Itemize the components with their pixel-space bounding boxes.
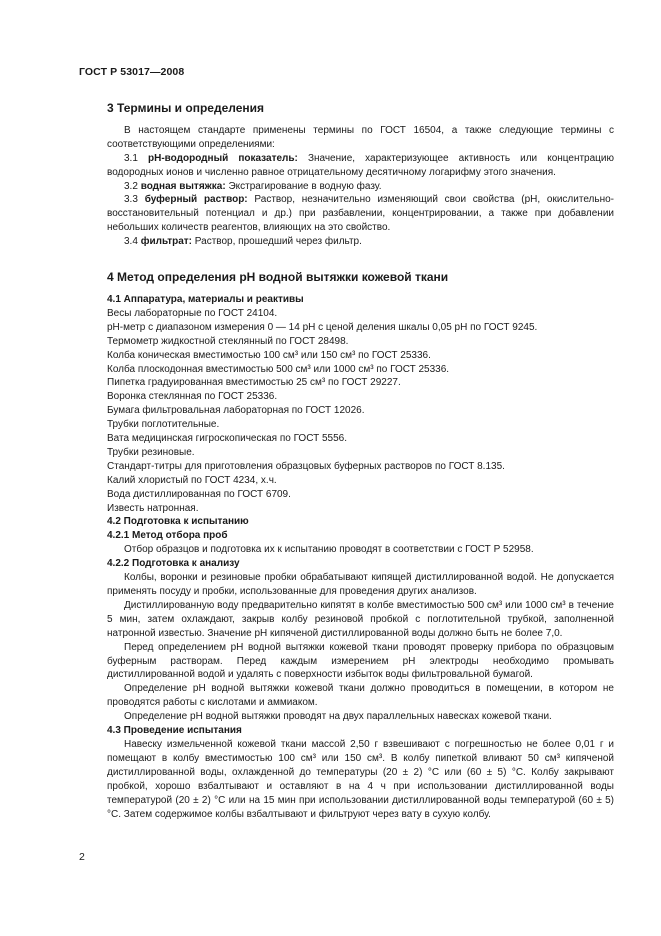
section-4-2-2-paragraphs (107, 571, 614, 724)
term-number: 3.3 (124, 194, 138, 206)
term-definition: Раствор, прошедший через фильтр. (194, 236, 362, 248)
term-item (107, 152, 614, 180)
term-item (107, 180, 614, 194)
section-4-2-1-title: 4.2.1 Метод отбора проб (107, 530, 228, 542)
term-definition: Раствор, незначительно изменяющий свои свойства (рН, окислительно-восстановительный потенциал и др.) при разбавлении, концентрировании, а также при добавлении небольших количеств реагентов, влияющих на это свойство. (107, 194, 615, 234)
equipment-item: Трубки резиновые. (107, 446, 195, 458)
equipment-item: Пипетка градуированная вместимостью 25 см³ по ГОСТ 29227. (107, 377, 401, 389)
term-name: рН-водородный показатель: (147, 152, 298, 164)
equipment-item: Колба плоскодонная вместимостью 500 см³ или 1000 см³ по ГОСТ 25336. (107, 363, 450, 375)
equipment-list (107, 307, 614, 516)
equipment-item: Бумага фильтровальная лабораторная по ГОСТ 12026. (107, 405, 365, 417)
equipment-item: Колба коническая вместимостью 100 см³ или 150 см³ по ГОСТ 25336. (107, 349, 431, 361)
term-name: фильтрат: (140, 236, 193, 248)
term-item (107, 235, 614, 249)
equipment-item: Калий хлористый по ГОСТ 4234, х.ч. (107, 474, 277, 486)
term-name: буферный раствор: (144, 194, 248, 206)
equipment-item: Весы лабораторные по ГОСТ 24104. (107, 307, 278, 319)
section-4-2-2-title: 4.2.2 Подготовка к анализу (107, 558, 240, 570)
page-number: 2 (79, 851, 85, 863)
section-3-intro: В настоящем стандарте применены термины по ГОСТ 16504, а также следующие термины с соответствующими определениями: (107, 124, 614, 150)
paragraph: Определение рН водной вытяжки кожевой ткани должно проводиться в помещении, в котором не проводятся работы с кислотами и аммиаком. (107, 683, 614, 709)
paragraph: Перед определением рН водной вытяжки кожевой ткани проводят проверку прибора по образцовым буферным растворам. Перед каждым измерением рН электроды необходимо промывать дистиллированной водой и удалять с поверхности избыток воды фильтровальной бумагой. (107, 641, 614, 681)
document-body (107, 92, 614, 821)
equipment-item: Стандарт-титры для приготовления образцовых буферных растворов по ГОСТ 8.135. (107, 460, 505, 472)
equipment-item: Вода дистиллированная по ГОСТ 6709. (107, 488, 291, 500)
term-item (107, 193, 614, 235)
section-4-3-title: 4.3 Проведение испытания (107, 725, 242, 737)
term-name: водная вытяжка: (140, 180, 226, 192)
equipment-item: Вата медицинская гигроскопическая по ГОСТ 5556. (107, 433, 348, 445)
section-4-1-title: 4.1 Аппаратура, материалы и реактивы (107, 293, 304, 305)
term-number: 3.4 (124, 236, 138, 248)
term-number: 3.1 (124, 152, 138, 164)
term-number: 3.2 (124, 180, 138, 192)
equipment-item: Термометр жидкостной стеклянный по ГОСТ 28498. (107, 335, 349, 347)
equipment-item: Известь натронная. (107, 502, 199, 514)
equipment-item: рН-метр с диапазоном измерения 0 — 14 рН с ценой деления шкалы 0,05 рН по ГОСТ 9245. (107, 321, 538, 333)
term-definition: Экстрагирование в водную фазу. (228, 180, 382, 192)
equipment-item: Трубки поглотительные. (107, 419, 220, 431)
paragraph: Колбы, воронки и резиновые пробки обрабатывают кипящей дистиллированной водой. Не допускается применять посуду и пробки, использованные для проведения других анализов. (107, 572, 614, 597)
section-4-title: 4 Метод определения рН водной вытяжки кожевой ткани (107, 270, 449, 285)
term-definition: Значение, характеризующее активность или концентрацию водородных ионов и численно равное отрицательному десятичному логарифму этого значения. (107, 152, 614, 178)
document-header: ГОСТ Р 53017—2008 (79, 66, 185, 78)
paragraph: Дистиллированную воду предварительно кипятят в колбе вместимостью 500 см³ или 1000 см³ в течение 5 мин, затем охлаждают, закрыв колбу резиновой пробкой с поглотительной трубкой, заполненной натронной известью. Значение рН кипяченой дистиллированной воды должно быть не более 7,0. (107, 599, 614, 639)
section-4-3-text: Навеску измельченной кожевой ткани массой 2,50 г взвешивают с погрешностью не более 0,01 г и помещают в колбу вместимостью 100 см³ или 150 см³. В колбу пипеткой вливают 50 см³ кипяченой дистиллированной воды, охлажденной до температуры (20 ± 2) °С или (60 ± 5) °С. Колбу закрывают пробкой, хорошо взбалтывают и оставляют в на 4 ч при использовании дистиллированной воды температурой (20 ± 2) °С или на 15 мин при использовании дистиллированной воды температурой (60 ± 5) °С. Затем содержимое колбы взбалтывают и фильтруют через вату в сухую колбу. (107, 738, 614, 820)
paragraph: Определение рН водной вытяжки проводят на двух параллельных навесках кожевой ткани. (124, 711, 552, 723)
terms-list (107, 152, 614, 249)
section-3-title: 3 Термины и определения (107, 101, 265, 115)
section-4-2-title: 4.2 Подготовка к испытанию (107, 516, 249, 528)
section-4-2-1-text: Отбор образцов и подготовка их к испытанию проводят в соответствии с ГОСТ Р 52958. (124, 544, 534, 556)
equipment-item: Воронка стеклянная по ГОСТ 25336. (107, 391, 278, 403)
